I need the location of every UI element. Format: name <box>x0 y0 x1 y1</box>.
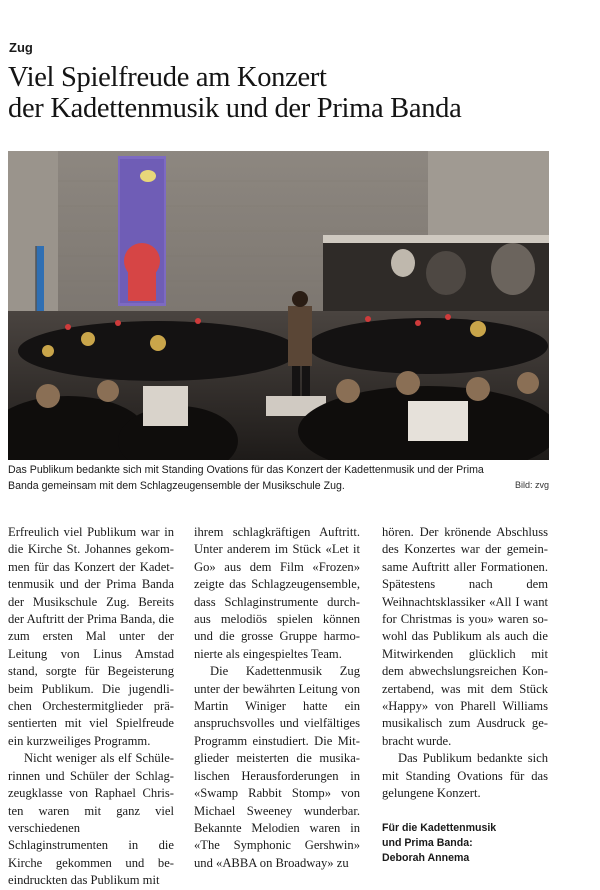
caption-line-2: Banda gemeinsam mit dem Schlagzeugensemble der Musikschule Zug. <box>8 480 345 492</box>
caption-line-1: Das Publikum bedankte sich mit Standing Ovations für das Konzert der Kadettenmusik und der Prima <box>8 464 484 476</box>
column-3-paragraph-2: Das Publikum bedankte sich mit Standing Ovations für das gelungene Konzert. <box>382 751 548 801</box>
signature-line-1: Für die Kadettenmusik <box>382 821 497 834</box>
column-3-paragraph-1: hören. Der krönende Abschluss des Konzertes war der gemeinsame Auftritt aller Formationen. Spätestens nach dem Weihnachtsklassiker «All I want for Christmas is you» waren sowohl das Publikum als auch die Mitwirkenden glücklich mit dem abwechslungsreichen Konzertabend, was mit dem Stück «Happy» von Pharell Williams musikalisch zum Ausdruck gebracht wurde. <box>382 525 548 748</box>
column-2-paragraph-1: ihrem schlagkräftigen Auftritt. Unter anderem im Stück «Let it Go» aus dem Film «Frozen» zeigte das Schlagzeugensemble, dass Schlaginstrumente durchaus melodiös spielen können und die grosse Gruppe harmonierte als eingespieltes Team. <box>194 525 360 661</box>
photo-credit: Bild: zvg <box>514 480 549 490</box>
photo-caption <box>8 462 550 494</box>
headline-line-2: der Kadettenmusik und der Prima Banda <box>8 93 462 124</box>
article-column-2 <box>194 524 360 872</box>
article-column-1 <box>8 524 174 890</box>
headline-line-1: Viel Spielfreude am Konzert <box>8 62 327 93</box>
article-column-3 <box>382 524 548 866</box>
article-headline <box>8 62 598 124</box>
signature-line-2: und Prima Banda: <box>382 836 473 849</box>
section-kicker: Zug <box>9 40 33 55</box>
column-2-paragraph-2: Die Kadettenmusik Zug unter der bewährten Leitung von Martin Winiger hatte ein anspruchsvolles und vielfältiges Programm einstudiert. Die Mitglieder meisterten die musikalischen Herausforderungen in «Swamp Rabbit Stomp» von Michael Sweeney wunderbar. Bekannte Melodien waren in «The Symphonic Gershwin» und «ABBA on Broadway» zu <box>194 664 360 870</box>
concert-photo-illustration <box>8 151 549 460</box>
signature-author: Deborah Annema <box>382 851 470 864</box>
concert-photo <box>8 151 549 460</box>
column-1-paragraph-2: Nicht weniger als elf Schülerinnen und Schüler der Schlagzeugklasse von Raphael Christen waren mit ganz viel verschiedenen Schlaginstrumenten in die Kirche gekommen und beeindruckten das Publikum mit <box>8 751 174 888</box>
column-1-paragraph-1: Erfreulich viel Publikum war in die Kirche St. Johannes gekommen für das Konzert der Kadettenmusik und der Prima Banda der Musikschule Zug. Bereits der Auftritt der Prima Banda, die zum ersten Mal unter der Leitung von Linus Amstad stand, sorgte für Begeisterung beim Publikum. Die jugendlichen Orchestermitglieder präsentierten mit viel Spielfreude ein kurzweiliges Programm. <box>8 525 174 748</box>
author-signature <box>382 821 548 866</box>
